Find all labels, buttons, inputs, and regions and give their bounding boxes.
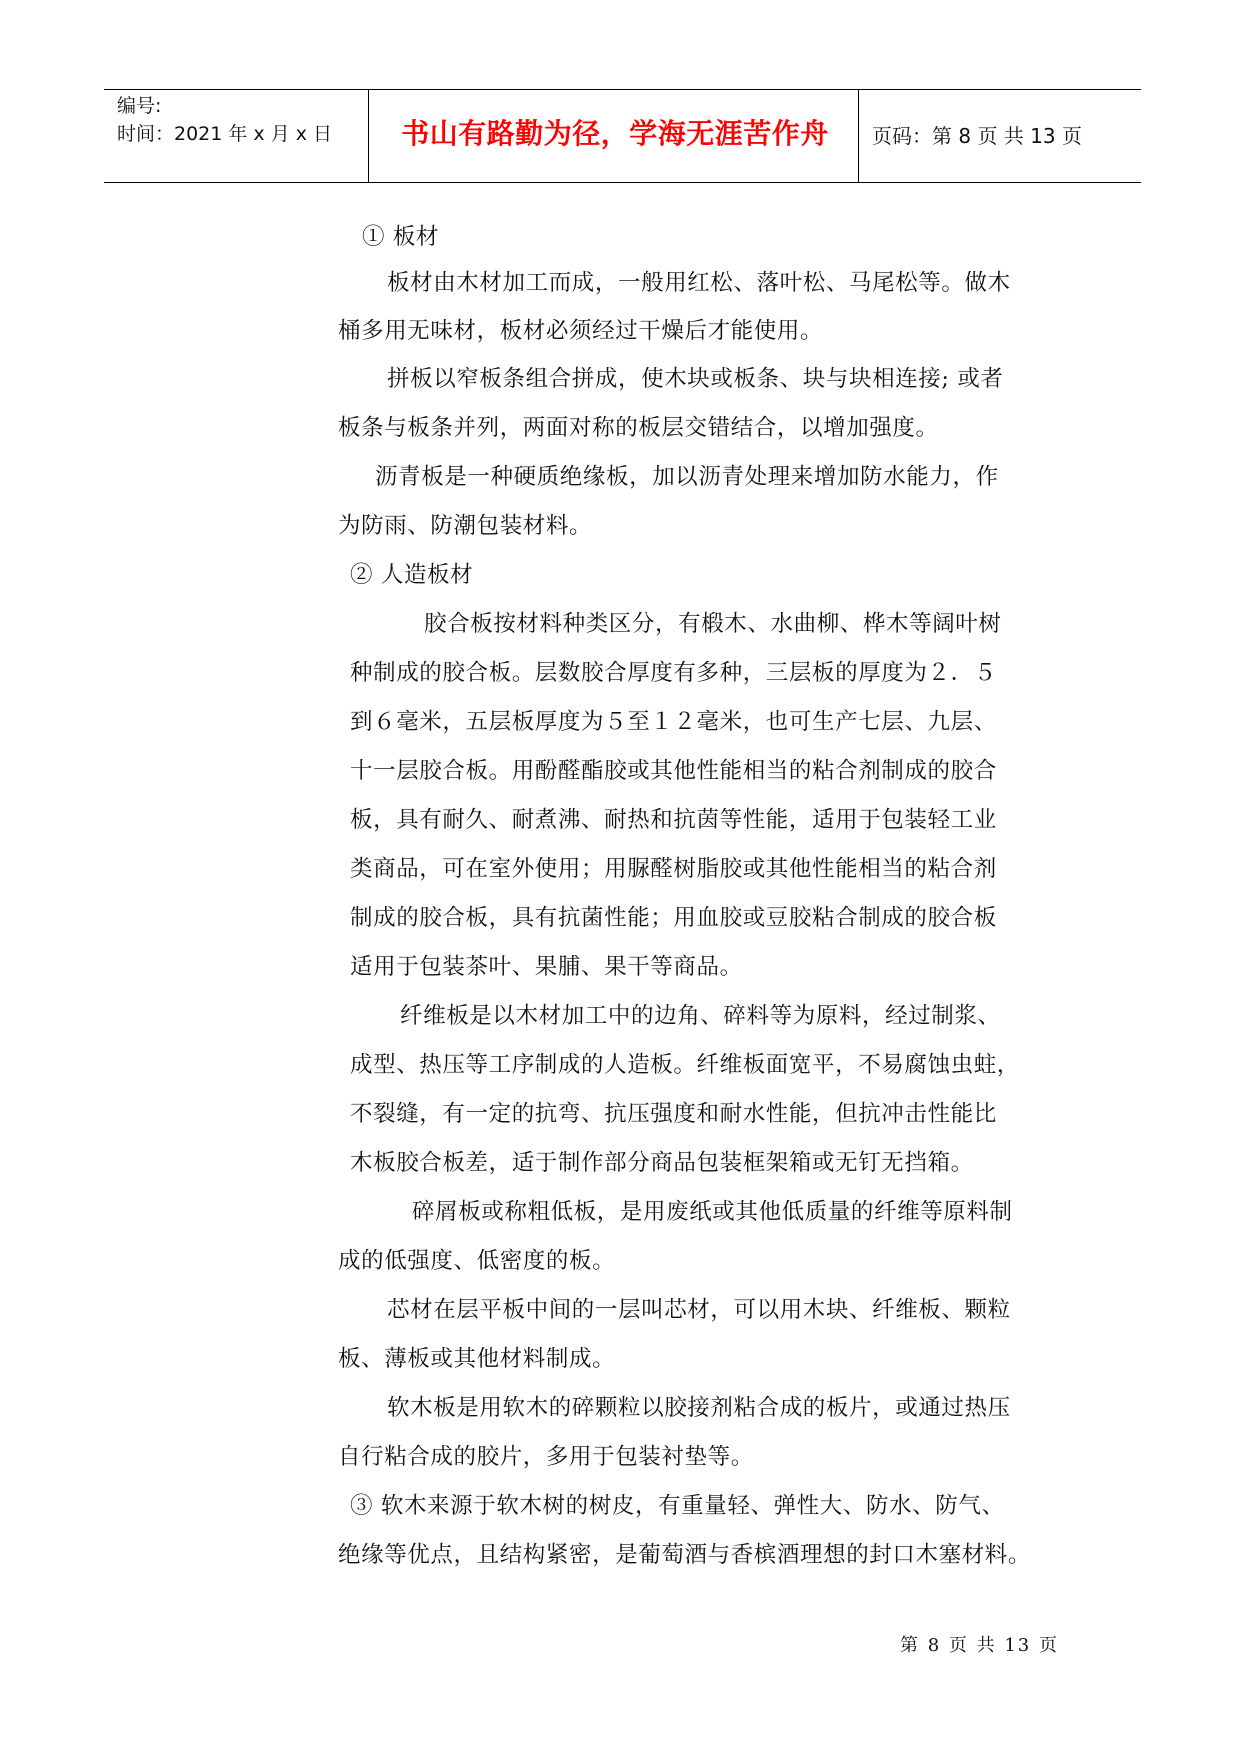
- section-heading: ② 人造板材: [350, 562, 474, 588]
- paragraph-line: ③ 软木来源于软木树的树皮，有重量轻、弹性大、防水、防气、: [350, 1493, 1005, 1519]
- paragraph-line: 板条与板条并列，两面对称的板层交错结合，以增加强度。: [338, 415, 939, 441]
- paragraph-line: 软木板是用软木的碎颗粒以胶接剂粘合成的板片，或通过热压: [387, 1395, 1011, 1421]
- paragraph-line: 制成的胶合板，具有抗菌性能；用血胶或豆胶粘合制成的胶合板: [350, 905, 997, 931]
- paragraph-line: 适用于包装茶叶、果脯、果干等商品。: [350, 954, 743, 980]
- paragraph-line: 不裂缝，有一定的抗弯、抗压强度和耐水性能，但抗冲击性能比: [350, 1101, 997, 1127]
- section-heading: ① 板材: [362, 224, 440, 250]
- document-time: 时间：2021 年 x 月 x 日: [117, 123, 333, 145]
- paragraph-line: 成的低强度、低密度的板。: [338, 1248, 616, 1274]
- paragraph-line: 成型、热压等工序制成的人造板。纤维板面宽平，不易腐蚀虫蛀，: [350, 1052, 1020, 1078]
- paragraph-line: 沥青板是一种硬质绝缘板，加以沥青处理来增加防水能力，作: [375, 464, 999, 490]
- paragraph-line: 纤维板是以木材加工中的边角、碎料等为原料，经过制浆、: [400, 1003, 1001, 1029]
- page-header: [104, 89, 1141, 183]
- document-number-label: 编号:: [117, 95, 162, 117]
- paragraph-line: 碎屑板或称粗低板，是用废纸或其他低质量的纤维等原料制: [412, 1199, 1013, 1225]
- paragraph-line: 板，具有耐久、耐煮沸、耐热和抗茵等性能，适用于包装轻工业: [350, 807, 997, 833]
- header-page-code: 页码：第 8 页 共 13 页: [872, 124, 1082, 148]
- header-divider: [858, 90, 859, 182]
- header-motto: 书山有路勤为径，学海无涯苦作舟: [401, 117, 829, 150]
- header-divider: [368, 90, 369, 182]
- paragraph-line: 为防雨、防潮包装材料。: [338, 513, 593, 539]
- paragraph-line: 自行粘合成的胶片，多用于包装衬垫等。: [338, 1444, 754, 1470]
- paragraph-line: 到６毫米，五层板厚度为５至１２毫米，也可生产七层、九层、: [350, 709, 997, 735]
- paragraph-line: 十一层胶合板。用酚醛酯胶或其他性能相当的粘合剂制成的胶合: [350, 758, 997, 784]
- paragraph-line: 芯材在层平板中间的一层叫芯材，可以用木块、纤维板、颗粒: [387, 1297, 1011, 1323]
- paragraph-line: 类商品，可在室外使用；用脲醛树脂胶或其他性能相当的粘合剂: [350, 856, 997, 882]
- header-info: [117, 93, 332, 147]
- paragraph-line: 胶合板按材料种类区分，有椴木、水曲柳、桦木等阔叶树: [424, 611, 1002, 637]
- paragraph-line: 板、薄板或其他材料制成。: [338, 1346, 616, 1372]
- paragraph-line: 种制成的胶合板。层数胶合厚度有多种，三层板的厚度为２．５: [350, 660, 997, 686]
- paragraph-line: 木板胶合板差，适于制作部分商品包装框架箱或无钉无挡箱。: [350, 1150, 974, 1176]
- paragraph-line: 桶多用无味材，板材必须经过干燥后才能使用。: [338, 318, 824, 344]
- paragraph-line: 绝缘等优点，且结构紧密，是葡萄酒与香槟酒理想的封口木塞材料。: [338, 1542, 1032, 1568]
- paragraph-line: 板材由木材加工而成，一般用红松、落叶松、马尾松等。做木: [387, 270, 1011, 296]
- page-footer: 第 8 页 共 13 页: [900, 1635, 1059, 1656]
- paragraph-line: 拼板以窄板条组合拼成，使木块或板条、块与块相连接; 或者: [387, 366, 1004, 392]
